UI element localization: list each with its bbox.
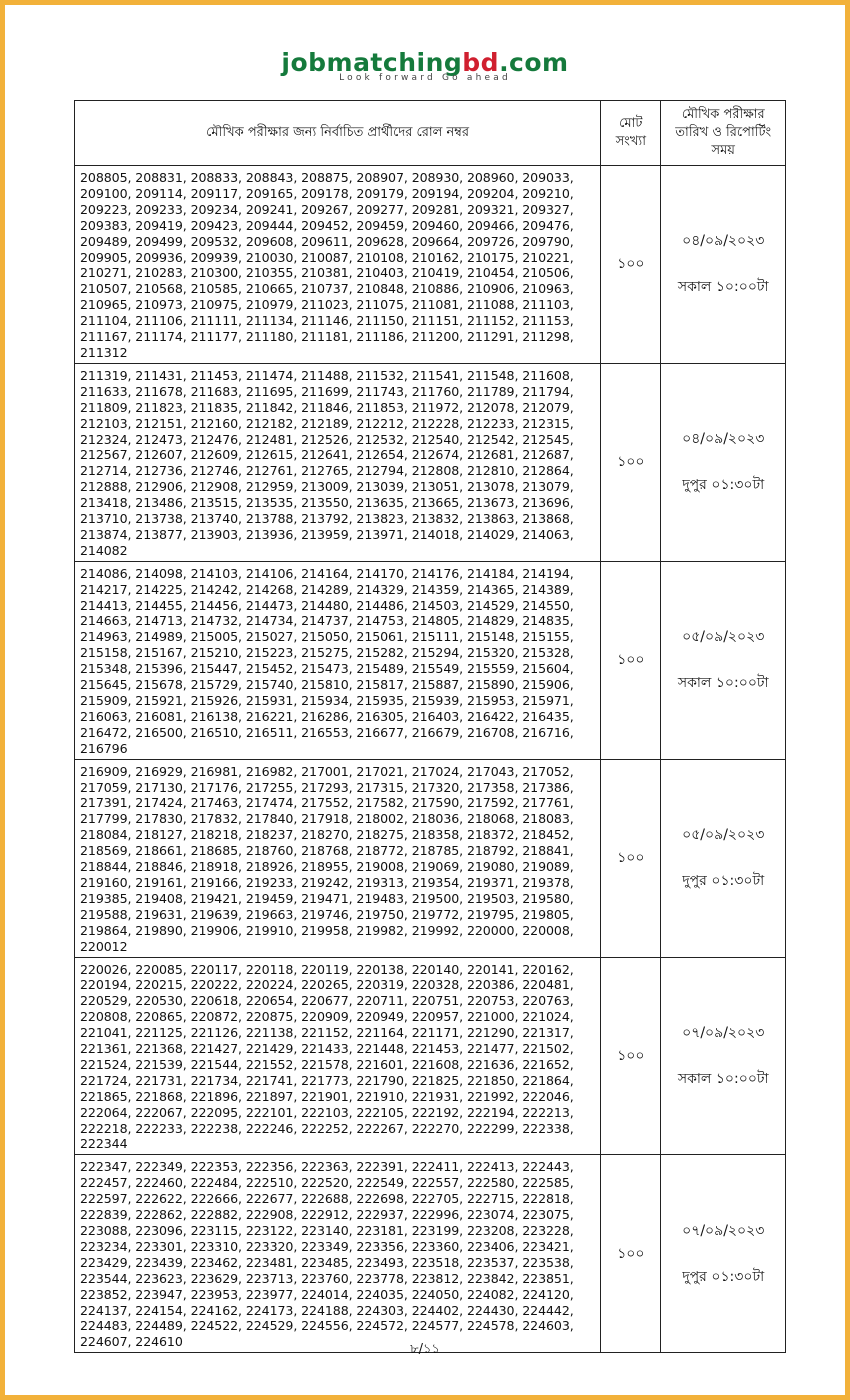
total-cell: ১০০ [601, 1155, 661, 1353]
page-number: ৮/১১ [410, 1342, 440, 1357]
table-row [75, 561, 786, 759]
reporting-time: সকাল ১০:০০টা [677, 1070, 769, 1087]
viva-date: ০৪/০৯/২০২৩ [682, 431, 765, 448]
total-cell: ১০০ [601, 166, 661, 364]
viva-roll-table [74, 100, 786, 1353]
roll-numbers-cell: 216909, 216929, 216981, 216982, 217001, 217021, 217024, 217043, 217052, 217059, 217130, 217176, 217255, 217293, 217315, 217320, 217358, 217386, 217391, 217424, 217463, 217474, 217552, 217582, 217590, 217592, 217761, 217799, 217830, 217832, 217840, 217918, 218002, 218036, 218068, 218083, 218084, 218127, 218218, 218237, 218270, 218275, 218358, 218372, 218452, 218569, 218661, 218685, 218760, 218768, 218772, 218785, 218792, 218841, 218844, 218846, 218918, 218926, 218955, 219008, 219069, 219080, 219089, 219160, 219161, 219166, 219233, 219242, 219313, 219354, 219371, 219378, 219385, 219408, 219421, 219459, 219471, 219483, 219500, 219503, 219580, 219588, 219631, 219639, 219663, 219746, 219750, 219772, 219795, 219805, 219864, 219890, 219906, 219910, 219958, 219982, 219992, 220000, 220008, 220012 [75, 759, 601, 957]
table-row [75, 166, 786, 364]
schedule-cell [661, 561, 786, 759]
reporting-time: দুপুর ০১:৩০টা [682, 873, 765, 890]
table-header-row [75, 101, 786, 166]
table-row [75, 957, 786, 1155]
roll-numbers-cell: 222347, 222349, 222353, 222356, 222363, 222391, 222411, 222413, 222443, 222457, 222460, 222484, 222510, 222520, 222549, 222557, 222580, 222585, 222597, 222622, 222666, 222677, 222688, 222698, 222705, 222715, 222818, 222839, 222862, 222882, 222908, 222912, 222937, 222996, 223074, 223075, 223088, 223096, 223115, 223122, 223140, 223181, 223199, 223208, 223228, 223234, 223301, 223310, 223320, 223349, 223356, 223360, 223406, 223421, 223429, 223439, 223462, 223481, 223485, 223493, 223518, 223537, 223538, 223544, 223623, 223629, 223713, 223760, 223778, 223812, 223842, 223851, 223852, 223947, 223953, 223977, 224014, 224035, 224050, 224082, 224120, 224137, 224154, 224162, 224173, 224188, 224303, 224402, 224430, 224442, 224483, 224489, 224522, 224529, 224556, 224572, 224577, 224578, 224603, 224607, 224610 [75, 1155, 601, 1353]
header-roll-numbers: মৌখিক পরীক্ষার জন্য নির্বাচিত প্রার্থীদের রোল নম্বর [75, 101, 601, 166]
schedule-cell [661, 363, 786, 561]
viva-date: ০৫/০৯/২০২৩ [682, 827, 765, 844]
schedule-cell [661, 166, 786, 364]
logo-wordmark: jobmatchingbd.com [281, 48, 569, 77]
logo-tagline: Look forward Go ahead [339, 73, 511, 83]
table-row [75, 363, 786, 561]
reporting-time: দুপুর ০১:৩০টা [682, 477, 765, 494]
table-row [75, 759, 786, 957]
roll-numbers-cell: 211319, 211431, 211453, 211474, 211488, 211532, 211541, 211548, 211608, 211633, 211678, 211683, 211695, 211699, 211743, 211760, 211789, 211794, 211809, 211823, 211835, 211842, 211846, 211853, 211972, 212078, 212079, 212103, 212151, 212160, 212182, 212189, 212212, 212228, 212233, 212315, 212324, 212473, 212476, 212481, 212526, 212532, 212540, 212542, 212545, 212567, 212607, 212609, 212615, 212641, 212654, 212674, 212681, 212687, 212714, 212736, 212746, 212761, 212765, 212794, 212808, 212810, 212864, 212888, 212906, 212908, 212959, 213009, 213039, 213051, 213078, 213079, 213418, 213486, 213515, 213535, 213550, 213635, 213665, 213673, 213696, 213710, 213738, 213740, 213788, 213792, 213823, 213832, 213863, 213868, 213874, 213877, 213903, 213936, 213959, 213971, 214018, 214029, 214063, 214082 [75, 363, 601, 561]
viva-date: ০৭/০৯/২০২৩ [682, 1024, 765, 1041]
schedule-cell [661, 1155, 786, 1353]
schedule-cell [661, 957, 786, 1155]
header-total: মোট সংখ্যা [601, 101, 661, 166]
viva-date: ০৭/০৯/২০২৩ [682, 1222, 765, 1239]
roll-numbers-cell: 220026, 220085, 220117, 220118, 220119, 220138, 220140, 220141, 220162, 220194, 220215, 220222, 220224, 220265, 220319, 220328, 220386, 220481, 220529, 220530, 220618, 220654, 220677, 220711, 220751, 220753, 220763, 220808, 220865, 220872, 220875, 220909, 220949, 220957, 221000, 221024, 221041, 221125, 221126, 221138, 221152, 221164, 221171, 221290, 221317, 221361, 221368, 221427, 221429, 221433, 221448, 221453, 221477, 221502, 221524, 221539, 221544, 221552, 221578, 221601, 221608, 221636, 221652, 221724, 221731, 221734, 221741, 221773, 221790, 221825, 221850, 221864, 221865, 221868, 221896, 221897, 221901, 221910, 221931, 221992, 222046, 222064, 222067, 222095, 222101, 222103, 222105, 222192, 222194, 222213, 222218, 222233, 222238, 222246, 222252, 222267, 222270, 222299, 222338, 222344 [75, 957, 601, 1155]
total-cell: ১০০ [601, 759, 661, 957]
table-row [75, 1155, 786, 1353]
site-logo[interactable] [0, 50, 850, 83]
reporting-time: সকাল ১০:০০টা [677, 675, 769, 692]
total-cell: ১০০ [601, 957, 661, 1155]
roll-numbers-cell: 214086, 214098, 214103, 214106, 214164, 214170, 214176, 214184, 214194, 214217, 214225, 214242, 214268, 214289, 214329, 214359, 214365, 214389, 214413, 214455, 214456, 214473, 214480, 214486, 214503, 214529, 214550, 214663, 214713, 214732, 214734, 214737, 214753, 214805, 214829, 214835, 214963, 214989, 215005, 215027, 215050, 215061, 215111, 215148, 215155, 215158, 215167, 215210, 215223, 215275, 215282, 215294, 215320, 215328, 215348, 215396, 215447, 215452, 215473, 215489, 215549, 215559, 215604, 215645, 215678, 215729, 215740, 215810, 215817, 215887, 215890, 215906, 215909, 215921, 215926, 215931, 215934, 215935, 215939, 215953, 215971, 216063, 216081, 216138, 216221, 216286, 216305, 216403, 216422, 216435, 216472, 216500, 216510, 216511, 216553, 216677, 216679, 216708, 216716, 216796 [75, 561, 601, 759]
roll-numbers-cell: 208805, 208831, 208833, 208843, 208875, 208907, 208930, 208960, 209033, 209100, 209114, 209117, 209165, 209178, 209179, 209194, 209204, 209210, 209223, 209233, 209234, 209241, 209267, 209277, 209281, 209321, 209327, 209383, 209419, 209423, 209444, 209452, 209459, 209460, 209466, 209476, 209489, 209499, 209532, 209608, 209611, 209628, 209664, 209726, 209790, 209905, 209936, 209939, 210030, 210087, 210108, 210162, 210175, 210221, 210271, 210283, 210300, 210355, 210381, 210403, 210419, 210454, 210506, 210507, 210568, 210585, 210665, 210737, 210848, 210886, 210906, 210963, 210965, 210973, 210975, 210979, 211023, 211075, 211081, 211088, 211103, 211104, 211106, 211111, 211134, 211146, 211150, 211151, 211152, 211153, 211167, 211174, 211177, 211180, 211181, 211186, 211200, 211291, 211298, 211312 [75, 166, 601, 364]
schedule-cell [661, 759, 786, 957]
viva-date: ০৪/০৯/২০২৩ [682, 233, 765, 250]
reporting-time: দুপুর ০১:৩০টা [682, 1268, 765, 1285]
reporting-time: সকাল ১০:০০টা [677, 279, 769, 296]
viva-date: ০৫/০৯/২০২৩ [682, 629, 765, 646]
total-cell: ১০০ [601, 363, 661, 561]
header-schedule: মৌখিক পরীক্ষার তারিখ ও রিপোর্টিং সময় [661, 101, 786, 166]
total-cell: ১০০ [601, 561, 661, 759]
